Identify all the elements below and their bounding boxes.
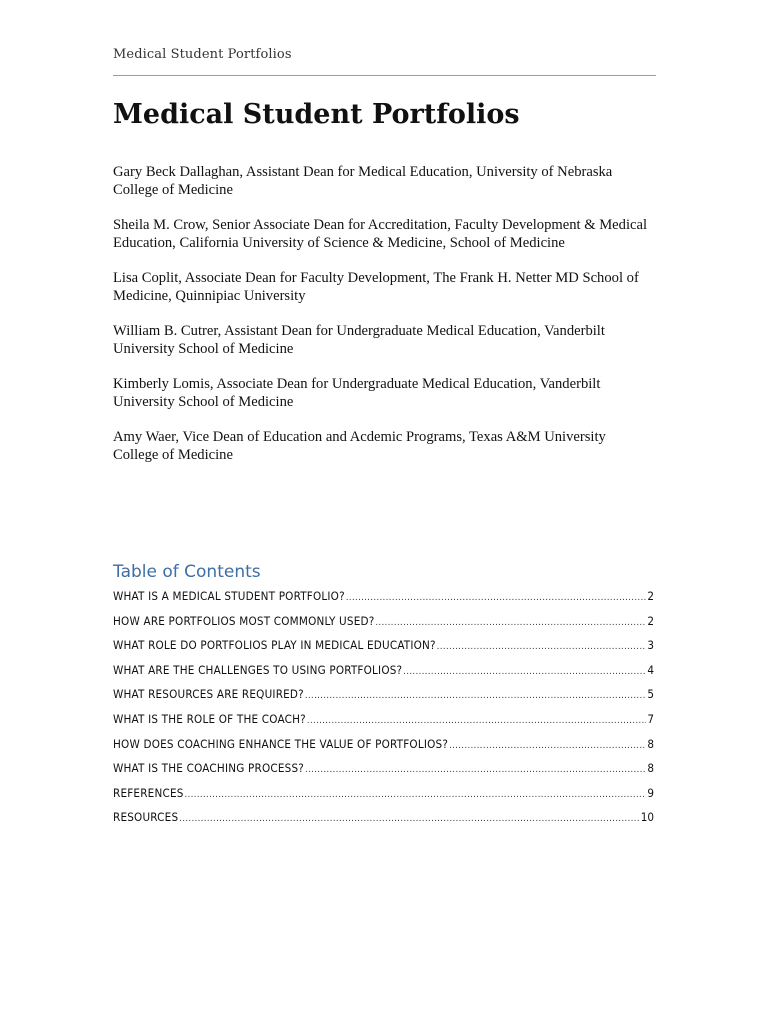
toc-dot-leader [305, 765, 646, 775]
toc-entry-page[interactable]: 8 [647, 761, 654, 776]
toc-entry[interactable] [113, 810, 654, 835]
toc-entry-title[interactable]: WHAT RESOURCES ARE REQUIRED? [113, 687, 304, 702]
toc-heading: Table of Contents [113, 562, 261, 582]
toc-entry-page[interactable]: 3 [647, 638, 654, 653]
toc-entry-title[interactable]: HOW DOES COACHING ENHANCE THE VALUE OF PORTFOLIOS? [113, 736, 449, 751]
toc-entry-page[interactable]: 9 [647, 785, 654, 800]
toc-entry-title[interactable]: WHAT ARE THE CHALLENGES TO USING PORTFOLIOS? [113, 662, 403, 677]
toc-entry[interactable] [113, 663, 654, 688]
toc-dot-leader [185, 790, 647, 800]
toc-entry[interactable] [113, 638, 654, 663]
author-entry: Kimberly Lomis, Associate Dean for Undergraduate Medical Education, Vanderbilt University School of Medicine [113, 376, 601, 410]
toc-entry-page[interactable]: 10 [640, 810, 654, 825]
toc-dot-leader [375, 618, 646, 628]
toc-entry-title[interactable]: WHAT IS THE ROLE OF THE COACH? [113, 711, 306, 726]
author-entry: Amy Waer, Vice Dean of Education and Acdemic Programs, Texas A&M University College of Medicine [113, 429, 606, 463]
toc-entry-title[interactable]: HOW ARE PORTFOLIOS MOST COMMONLY USED? [113, 613, 375, 628]
author-entry: Gary Beck Dallaghan, Assistant Dean for Medical Education, University of Nebraska College of Medicine [113, 164, 613, 198]
toc-dot-leader [305, 691, 646, 701]
toc-entry-title[interactable]: RESOURCES [113, 810, 179, 825]
toc-entry[interactable] [113, 589, 654, 614]
toc-entry-page[interactable]: 7 [647, 711, 654, 726]
toc-dot-leader [449, 741, 646, 751]
toc-dot-leader [403, 667, 646, 677]
toc-entry[interactable] [113, 614, 654, 639]
toc-entry-title[interactable]: REFERENCES [113, 785, 184, 800]
running-header: Medical Student Portfolios [113, 47, 292, 62]
toc-dot-leader [346, 593, 647, 603]
toc-entry-page[interactable]: 2 [647, 613, 654, 628]
header-divider [113, 75, 656, 76]
toc-entry[interactable] [113, 737, 654, 762]
author-list [113, 163, 653, 481]
toc-entry-page[interactable]: 4 [647, 662, 654, 677]
toc-entry-page[interactable]: 5 [647, 687, 654, 702]
author-entry: Sheila M. Crow, Senior Associate Dean for Accreditation, Faculty Development & Medical Education, California University of Science & Medicine, School of Medicine [113, 217, 648, 251]
author-entry: William B. Cutrer, Assistant Dean for Undergraduate Medical Education, Vanderbilt University School of Medicine [113, 323, 605, 357]
toc-dot-leader [179, 814, 639, 824]
toc-entry-page[interactable]: 2 [647, 589, 654, 603]
toc-entry[interactable] [113, 687, 654, 712]
toc-entry-title[interactable]: WHAT IS THE COACHING PROCESS? [113, 761, 305, 776]
toc-entry-title[interactable]: WHAT IS A MEDICAL STUDENT PORTFOLIO? [113, 589, 345, 603]
author-entry: Lisa Coplit, Associate Dean for Faculty Development, The Frank H. Netter MD School of Medicine, Quinnipiac University [113, 270, 639, 304]
table-of-contents [113, 589, 654, 835]
toc-entry-page[interactable]: 8 [647, 736, 654, 751]
document-title: Medical Student Portfolios [113, 99, 520, 130]
toc-dot-leader [307, 716, 646, 726]
toc-entry-title[interactable]: WHAT ROLE DO PORTFOLIOS PLAY IN MEDICAL EDUCATION? [113, 638, 436, 653]
toc-entry[interactable] [113, 712, 654, 737]
toc-dot-leader [437, 642, 647, 652]
toc-entry[interactable] [113, 761, 654, 786]
toc-entry[interactable] [113, 786, 654, 811]
